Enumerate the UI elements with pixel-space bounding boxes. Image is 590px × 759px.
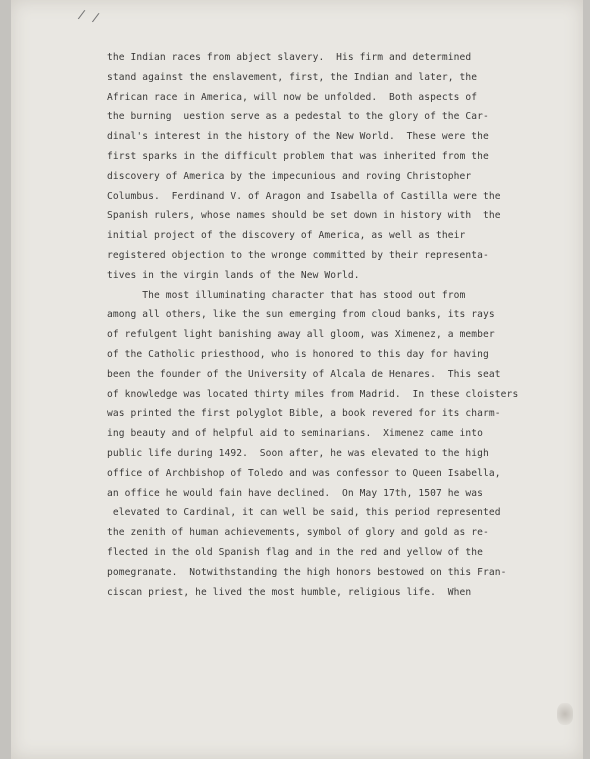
text-line: the burning uestion serve as a pedestal to the glory of the Car- [107, 111, 489, 123]
text-line: stand against the enslavement, first, the Indian and later, the [107, 71, 478, 83]
text-line: of refulgent light banishing away all gloom, was Ximenez, a member [107, 329, 495, 341]
scan-border-right [583, 0, 590, 759]
text-line: flected in the old Spanish flag and in the red and yellow of the [107, 546, 484, 558]
text-line: among all others, like the sun emerging from cloud banks, its rays [107, 309, 495, 321]
text-line: the zenith of human achievements, symbol of glory and gold as re- [107, 527, 489, 539]
text-line: the Indian races from abject slavery. His firm and determined [107, 52, 472, 63]
text-line: African race in America, will now be unfolded. Both aspects of [107, 91, 478, 103]
text-line: of knowledge was located thirty miles from Madrid. In these cloisters [107, 388, 519, 400]
text-line: been the founder of the University of Alcala de Henares. This seat [107, 368, 501, 380]
text-line: of the Catholic priesthood, who is honored to this day for having [107, 348, 489, 360]
text-line: Columbus. Ferdinand V. of Aragon and Isabella of Castilla were the [107, 190, 501, 202]
scan-border-left [0, 0, 11, 759]
pencil-mark: / / [76, 6, 101, 26]
text-line: discovery of America by the impecunious and roving Christopher [107, 170, 472, 182]
text-line: initial project of the discovery of America, as well as their [107, 230, 466, 242]
text-line: office of Archbishop of Toledo and was confessor to Queen Isabella, [107, 467, 501, 479]
text-line: an office he would fain have declined. On May 17th, 1507 he was [107, 487, 484, 499]
text-line: Spanish rulers, whose names should be set down in history with the [107, 210, 501, 222]
text-line: first sparks in the difficult problem that was inherited from the [107, 150, 489, 162]
text-line: ing beauty and of helpful aid to seminarians. Ximenez came into [107, 428, 484, 440]
text-line: was printed the first polyglot Bible, a book revered for its charm- [107, 408, 501, 420]
text-line: public life during 1492. Soon after, he was elevated to the high [107, 447, 489, 459]
text-line: The most illuminating character that has stood out from [107, 289, 466, 301]
paper-smudge [557, 703, 573, 725]
text-line: registered objection to the wronge committed by their representa- [107, 249, 489, 261]
text-line: ciscan priest, he lived the most humble, religious life. When [107, 586, 472, 598]
text-line: dinal's interest in the history of the New World. These were the [107, 131, 489, 143]
text-line: pomegranate. Notwithstanding the high honors bestowed on this Fran- [107, 566, 507, 578]
text-line: elevated to Cardinal, it can well be said, this period represented [107, 507, 501, 519]
typed-text-body [107, 48, 517, 602]
text-line: tives in the virgin lands of the New World. [107, 269, 360, 281]
